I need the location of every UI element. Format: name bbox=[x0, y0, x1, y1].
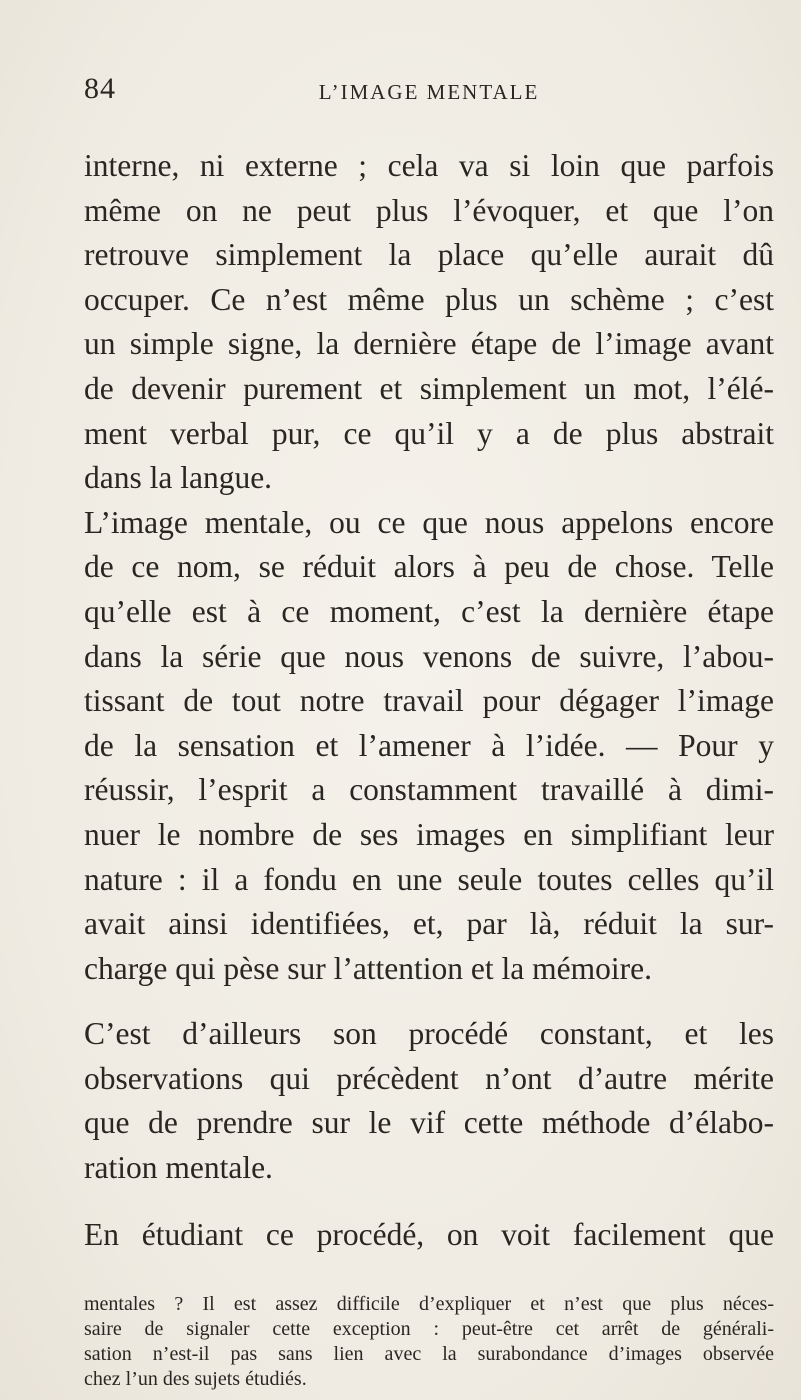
footnote-line: saire de signaler cette exception : peut-être cet arrêt de générali- bbox=[84, 1318, 774, 1340]
footnote-line: chez l’un des sujets étudiés. bbox=[84, 1368, 307, 1390]
footnote-line: sation n’est-il pas sans lien avec la surabondance d’images observée bbox=[84, 1343, 774, 1365]
text-line: dans la série que nous venons de suivre, l’abou- bbox=[84, 638, 774, 674]
paragraph-gap bbox=[84, 991, 774, 1012]
text-line: de la sensation et l’amener à l’idée. — Pour y bbox=[84, 727, 774, 763]
footnote bbox=[84, 1292, 774, 1392]
text-line: avait ainsi identifiées, et, par là, réduit la sur- bbox=[84, 906, 774, 942]
paragraph-1 bbox=[84, 144, 774, 501]
text-line: nuer le nombre de ses images en simplifiant leur bbox=[84, 816, 774, 852]
text-line: ment verbal pur, ce qu’il y a de plus abstrait bbox=[84, 415, 774, 451]
text-line: En étudiant ce procédé, on voit facilement que bbox=[84, 1216, 774, 1252]
text-line: de devenir purement et simplement un mot, l’élé- bbox=[84, 370, 774, 406]
paragraph-gap bbox=[84, 1191, 774, 1213]
text-line: L’image mentale, ou ce que nous appelons encore bbox=[84, 504, 774, 540]
text-line: observations qui précèdent n’ont d’autre mérite bbox=[84, 1060, 774, 1096]
text-line: ration mentale. bbox=[84, 1150, 273, 1186]
text-line: C’est d’ailleurs son procédé constant, et les bbox=[84, 1016, 774, 1052]
text-line: que de prendre sur le vif cette méthode d’élabo- bbox=[84, 1105, 774, 1141]
paragraph-4 bbox=[84, 1213, 774, 1258]
text-line: de ce nom, se réduit alors à peu de chose. Telle bbox=[84, 549, 774, 585]
text-line: nature : il a fondu en une seule toutes celles qu’il bbox=[84, 861, 774, 897]
text-line: occuper. Ce n’est même plus un schème ; c’est bbox=[84, 281, 774, 317]
text-line: interne, ni externe ; cela va si loin que parfois bbox=[84, 148, 774, 183]
text-line: dans la langue. bbox=[84, 460, 273, 496]
text-line: un simple signe, la dernière étape de l’image avant bbox=[84, 326, 774, 362]
page-number: 84 bbox=[84, 72, 116, 105]
text-line: tissant de tout notre travail pour dégager l’image bbox=[84, 683, 774, 719]
paragraph-3 bbox=[84, 1012, 774, 1190]
text-line: qu’elle est à ce moment, c’est la dernière étape bbox=[84, 593, 774, 629]
text-line: charge qui pèse sur l’attention et la mémoire. bbox=[84, 950, 652, 986]
text-line: même on ne peut plus l’évoquer, et que l’on bbox=[84, 192, 774, 228]
running-title: L’IMAGE MENTALE bbox=[318, 80, 540, 104]
text-line: réussir, l’esprit a constamment travaillé à dimi- bbox=[84, 772, 774, 808]
page-header bbox=[84, 72, 774, 116]
footnote-line: mentales ? Il est assez difficile d’expliquer et n’est que plus néces- bbox=[84, 1293, 774, 1315]
paragraph-2 bbox=[84, 501, 774, 992]
text-line: retrouve simplement la place qu’elle aurait dû bbox=[84, 237, 774, 273]
body-text bbox=[84, 144, 774, 1257]
